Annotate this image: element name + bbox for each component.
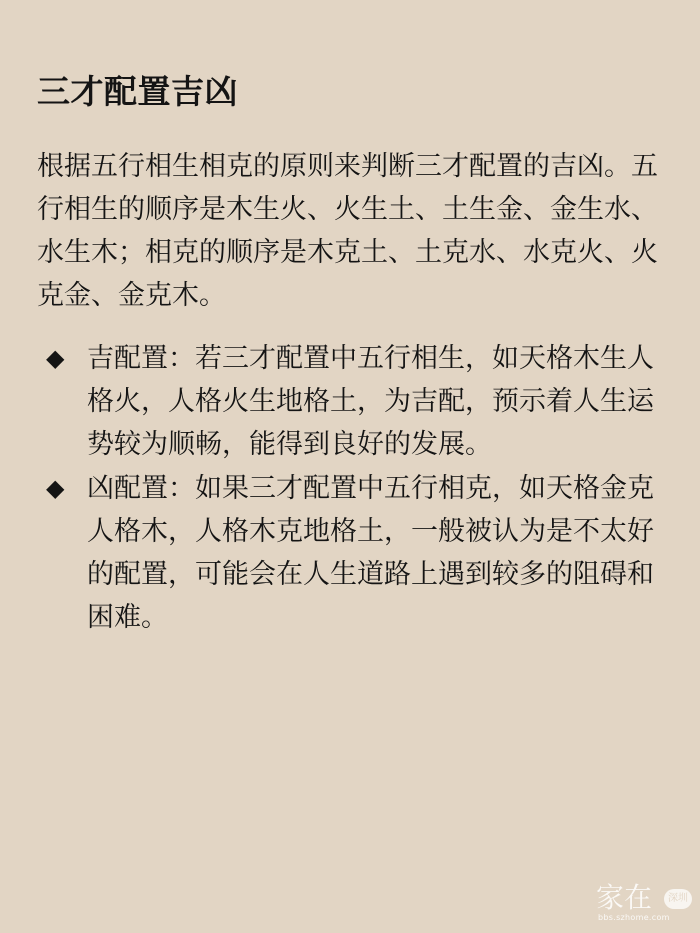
bullet-item-bad (0, 467, 657, 639)
watermark-logo-text: 家在 (596, 881, 653, 914)
watermark-url: bbs.szhome.com (598, 913, 670, 922)
intro-paragraph: 根据五行相生相克的原则来判断三才配置的吉凶。五行相生的顺序是木生火、火生土、土生金、金生水、水生木；相克的顺序是木克土、土克水、水克火、火克金、金克木。 (37, 151, 658, 311)
watermark-badge: 深圳 (664, 889, 692, 909)
bullet-list (0, 337, 700, 640)
diamond-bullet-icon: ◆ (46, 344, 65, 372)
site-watermark (596, 883, 692, 925)
page-title: 三才配置吉凶 (37, 72, 238, 111)
diamond-bullet-icon: ◆ (46, 474, 65, 502)
bullet-item-good (0, 337, 657, 466)
bullet-text-good: 吉配置：若三才配置中五行相生，如天格木生人格火，人格火生地格土，为吉配，预示着人生运势较为顺畅，能得到良好的发展。 (87, 343, 654, 460)
bullet-text-bad: 凶配置：如果三才配置中五行相克，如天格金克人格木，人格木克地格土，一般被认为是不太好的配置，可能会在人生道路上遇到较多的阻碍和困难。 (87, 473, 654, 633)
